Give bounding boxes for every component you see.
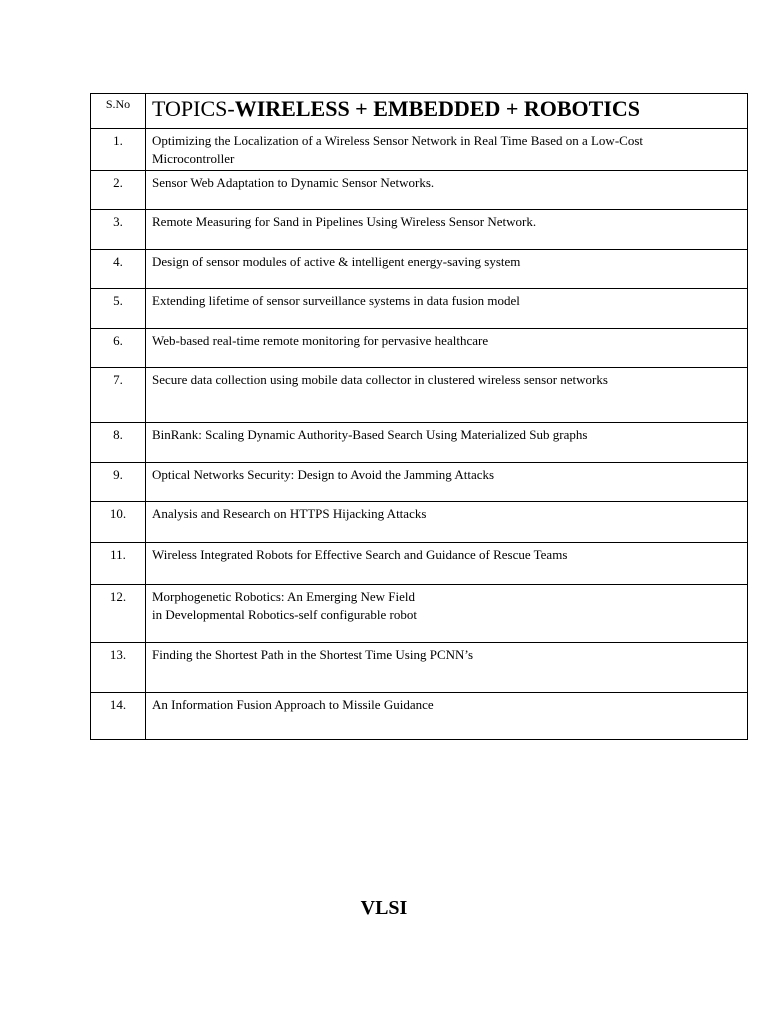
table-row [91, 643, 748, 693]
table-row [91, 250, 748, 289]
row-number: 6. [91, 329, 146, 368]
title-prefix: TOPICS- [152, 96, 235, 121]
topics-table [90, 93, 748, 740]
table-row [91, 463, 748, 502]
topic-cell [146, 423, 748, 463]
topic-cell [146, 693, 748, 740]
row-number: 1. [91, 129, 146, 171]
topic-text: Web-based real-time remote monitoring for pervasive healthcare [152, 333, 489, 348]
topic-text: Optimizing the Localization of a Wireless Sensor Network in Real Time Based on a Low-Cost [152, 133, 643, 148]
table-header-row [91, 94, 748, 129]
topic-text: An Information Fusion Approach to Missile Guidance [152, 697, 434, 712]
table-row [91, 171, 748, 210]
table-title [146, 94, 748, 129]
table-row [91, 502, 748, 543]
table-row [91, 210, 748, 250]
row-number: 14. [91, 693, 146, 740]
topic-cell [146, 368, 748, 423]
topic-text: Morphogenetic Robotics: An Emerging New Field [152, 589, 415, 604]
sno-header: S.No [91, 94, 146, 129]
topic-text: Optical Networks Security: Design to Avoid the Jamming Attacks [152, 467, 495, 482]
section-heading-vlsi: VLSI [360, 897, 408, 919]
title-subject: WIRELESS + EMBEDDED + ROBOTICS [234, 96, 641, 121]
topic-text: Finding the Shortest Path in the Shortest Time Using PCNN’s [152, 647, 474, 662]
row-number: 2. [91, 171, 146, 210]
topic-text: Secure data collection using mobile data collector in clustered wireless sensor networks [152, 372, 608, 387]
topic-cell [146, 289, 748, 329]
topic-cell [146, 502, 748, 543]
topic-cell [146, 210, 748, 250]
topic-cell [146, 329, 748, 368]
topic-text: in Developmental Robotics-self configurable robot [152, 607, 417, 622]
row-number: 7. [91, 368, 146, 423]
table-row [91, 368, 748, 423]
row-number: 9. [91, 463, 146, 502]
row-number: 12. [91, 585, 146, 643]
table-row [91, 585, 748, 643]
topic-cell [146, 129, 748, 171]
table-row [91, 329, 748, 368]
topic-text: Extending lifetime of sensor surveillance systems in data fusion model [152, 293, 520, 308]
topic-text: Microcontroller [152, 151, 235, 166]
row-number: 11. [91, 543, 146, 585]
table-row [91, 423, 748, 463]
topic-cell [146, 463, 748, 502]
row-number: 3. [91, 210, 146, 250]
topic-text: Sensor Web Adaptation to Dynamic Sensor Networks. [152, 175, 435, 190]
table-body [91, 129, 748, 740]
topic-text: Remote Measuring for Sand in Pipelines Using Wireless Sensor Network. [152, 214, 537, 229]
row-number: 5. [91, 289, 146, 329]
topic-cell [146, 171, 748, 210]
table-row [91, 693, 748, 740]
row-number: 13. [91, 643, 146, 693]
topic-text: BinRank: Scaling Dynamic Authority-Based Search Using Materialized Sub graphs [152, 427, 588, 442]
table-row [91, 289, 748, 329]
topic-text: Design of sensor modules of active & intelligent energy-saving system [152, 254, 521, 269]
table-row [91, 129, 748, 171]
topic-cell [146, 585, 748, 643]
row-number: 4. [91, 250, 146, 289]
row-number: 8. [91, 423, 146, 463]
topic-cell [146, 543, 748, 585]
topic-text: Analysis and Research on HTTPS Hijacking Attacks [152, 506, 427, 521]
row-number: 10. [91, 502, 146, 543]
table-row [91, 543, 748, 585]
topic-cell [146, 643, 748, 693]
topic-text: Wireless Integrated Robots for Effective Search and Guidance of Rescue Teams [152, 547, 568, 562]
topic-cell [146, 250, 748, 289]
